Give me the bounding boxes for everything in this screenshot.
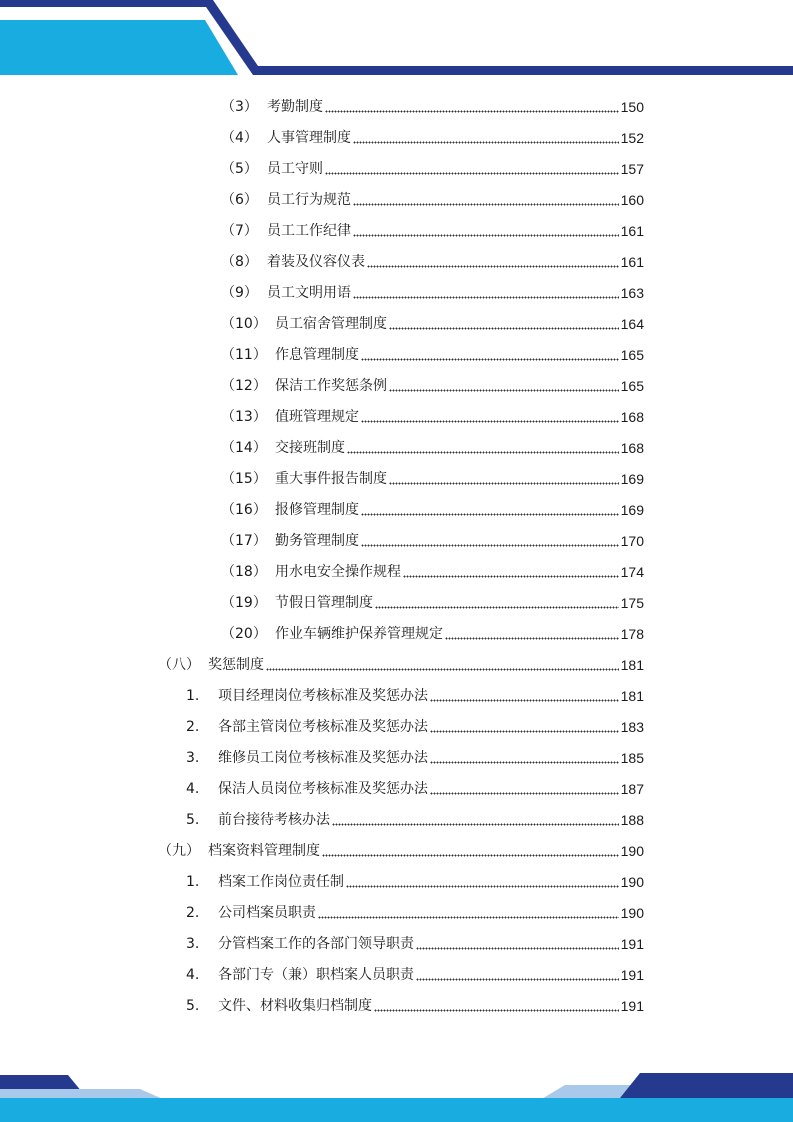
toc-entry[interactable] <box>221 312 644 336</box>
toc-entry-number: 4. <box>186 781 200 797</box>
toc-dot-leader <box>353 281 619 305</box>
toc-entry[interactable] <box>221 498 644 522</box>
toc-entry[interactable] <box>221 374 644 398</box>
toc-entry-page: 188 <box>620 812 644 828</box>
toc-dot-leader <box>266 653 619 677</box>
toc-entry-number: （3） <box>221 99 258 115</box>
toc-entry-page: 191 <box>620 998 644 1014</box>
toc-entry[interactable] <box>221 467 644 491</box>
toc-dot-leader <box>416 963 619 987</box>
toc-dot-leader <box>318 901 619 925</box>
toc-entry-page: 161 <box>620 254 644 270</box>
toc-entry-number: （8） <box>221 254 258 270</box>
toc-entry-number: （20） <box>221 626 267 642</box>
toc-dot-leader <box>403 560 619 584</box>
toc-entry-title: 前台接待考核办法 <box>218 812 330 828</box>
toc-dot-leader <box>347 436 619 460</box>
toc-entry-page: 150 <box>620 99 644 115</box>
toc-entry-number: （13） <box>221 409 267 425</box>
toc-entry-number: （18） <box>221 564 267 580</box>
toc-dot-leader <box>389 374 619 398</box>
toc-entry-page: 181 <box>620 688 644 704</box>
toc-entry-page: 163 <box>620 285 644 301</box>
toc-entry-page: 183 <box>620 719 644 735</box>
toc-entry-page: 190 <box>620 874 644 890</box>
toc-dot-leader <box>353 188 619 212</box>
toc-entry-title: 重大事件报告制度 <box>275 471 387 487</box>
toc-dot-leader <box>361 343 619 367</box>
toc-entry[interactable] <box>186 932 644 956</box>
toc-entry-title: 各部主管岗位考核标准及奖惩办法 <box>218 719 428 735</box>
toc-entry-number: （19） <box>221 595 267 611</box>
toc-entry-page: 190 <box>620 843 644 859</box>
toc-entry-number: （12） <box>221 378 267 394</box>
toc-dot-leader <box>389 312 619 336</box>
toc-dot-leader <box>430 777 619 801</box>
toc-dot-leader <box>430 684 619 708</box>
toc-dot-leader <box>375 591 619 615</box>
toc-entry[interactable] <box>221 343 644 367</box>
toc-dot-leader <box>322 839 619 863</box>
toc-entry[interactable] <box>221 405 644 429</box>
toc-entry-page: 175 <box>620 595 644 611</box>
toc-entry-title: 员工宿舍管理制度 <box>275 316 387 332</box>
toc-entry[interactable] <box>186 901 644 925</box>
toc-entry-title: 保洁工作奖惩条例 <box>275 378 387 394</box>
toc-entry-number: （7） <box>221 223 258 239</box>
toc-entry-title: 档案资料管理制度 <box>208 843 320 859</box>
toc-dot-leader <box>325 95 619 119</box>
toc-section-entry[interactable] <box>158 839 644 863</box>
toc-entry-number: （八） <box>158 657 200 673</box>
toc-entry-title: 作息管理制度 <box>275 347 359 363</box>
toc-dot-leader <box>353 126 619 150</box>
toc-entry-title: 交接班制度 <box>275 440 345 456</box>
toc-entry-page: 160 <box>620 192 644 208</box>
toc-entry-title: 着装及仪容仪表 <box>267 254 365 270</box>
toc-dot-leader <box>430 715 619 739</box>
toc-entry-title: 员工行为规范 <box>267 192 351 208</box>
toc-entry-number: （9） <box>221 285 258 301</box>
toc-entry[interactable] <box>221 157 644 181</box>
toc-entry-page: 191 <box>620 967 644 983</box>
toc-entry-number: （17） <box>221 533 267 549</box>
toc-entry[interactable] <box>186 684 644 708</box>
toc-entry-number: 5. <box>186 812 200 828</box>
toc-entry-number: 3. <box>186 936 200 952</box>
toc-entry-title: 报修管理制度 <box>275 502 359 518</box>
toc-entry[interactable] <box>221 281 644 305</box>
toc-dot-leader <box>374 994 619 1018</box>
toc-entry-number: （11） <box>221 347 267 363</box>
toc-entry[interactable] <box>221 95 644 119</box>
toc-entry-page: 181 <box>620 657 644 673</box>
toc-entry-number: （15） <box>221 471 267 487</box>
toc-dot-leader <box>361 529 619 553</box>
toc-entry-page: 152 <box>620 130 644 146</box>
toc-entry-page: 168 <box>620 440 644 456</box>
toc-entry[interactable] <box>186 808 644 832</box>
toc-entry-page: 164 <box>620 316 644 332</box>
toc-entry-page: 169 <box>620 502 644 518</box>
toc-entry-page: 191 <box>620 936 644 952</box>
toc-entry-number: （10） <box>221 316 267 332</box>
toc-entry[interactable] <box>221 436 644 460</box>
toc-entry-number: 2. <box>186 905 200 921</box>
toc-entry[interactable] <box>186 963 644 987</box>
toc-entry[interactable] <box>221 126 644 150</box>
toc-entry-title: 考勤制度 <box>267 99 323 115</box>
toc-entry-number: （16） <box>221 502 267 518</box>
toc-entry-title: 奖惩制度 <box>208 657 264 673</box>
toc-dot-leader <box>332 808 619 832</box>
toc-entry-title: 维修员工岗位考核标准及奖惩办法 <box>218 750 428 766</box>
toc-dot-leader <box>416 932 619 956</box>
toc-entry-page: 168 <box>620 409 644 425</box>
toc-dot-leader <box>353 219 619 243</box>
toc-entry-page: 174 <box>620 564 644 580</box>
toc-entry-number: 3. <box>186 750 200 766</box>
toc-entry-number: （6） <box>221 192 258 208</box>
toc-entry[interactable] <box>221 622 644 646</box>
toc-entry-title: 项目经理岗位考核标准及奖惩办法 <box>218 688 428 704</box>
toc-entry-number: 5. <box>186 998 200 1014</box>
toc-entry-number: 2. <box>186 719 200 735</box>
toc-entry-title: 用水电安全操作规程 <box>275 564 401 580</box>
toc-entry-page: 170 <box>620 533 644 549</box>
toc-entry[interactable] <box>221 560 644 584</box>
toc-entry-page: 178 <box>620 626 644 642</box>
toc-entry-title: 保洁人员岗位考核标准及奖惩办法 <box>218 781 428 797</box>
toc-dot-leader <box>325 157 619 181</box>
toc-entry-title: 值班管理规定 <box>275 409 359 425</box>
toc-entry-page: 169 <box>620 471 644 487</box>
toc-section-entry[interactable] <box>158 653 644 677</box>
toc-entry-number: （九） <box>158 843 200 859</box>
toc-entry-title: 分管档案工作的各部门领导职责 <box>218 936 414 952</box>
toc-dot-leader <box>361 498 619 522</box>
toc-entry[interactable] <box>221 219 644 243</box>
toc-entry-page: 185 <box>620 750 644 766</box>
toc-entry-number: （5） <box>221 161 258 177</box>
toc-entry-number: 4. <box>186 967 200 983</box>
toc-entry[interactable] <box>186 715 644 739</box>
toc-entry-title: 员工工作纪律 <box>267 223 351 239</box>
toc-entry[interactable] <box>186 870 644 894</box>
toc-dot-leader <box>430 746 619 770</box>
toc-entry[interactable] <box>186 777 644 801</box>
toc-entry-page: 161 <box>620 223 644 239</box>
toc-entry-number: 1. <box>186 688 200 704</box>
toc-dot-leader <box>346 870 619 894</box>
toc-entry-title: 档案工作岗位责任制 <box>218 874 344 890</box>
toc-entry-number: （4） <box>221 130 258 146</box>
toc-entry-title: 员工文明用语 <box>267 285 351 301</box>
toc-entry-page: 165 <box>620 378 644 394</box>
toc-entry-title: 各部门专（兼）职档案人员职责 <box>218 967 414 983</box>
toc-entry-title: 文件、材料收集归档制度 <box>218 998 372 1014</box>
toc-entry-page: 165 <box>620 347 644 363</box>
toc-entry[interactable] <box>221 188 644 212</box>
toc-entry-title: 勤务管理制度 <box>275 533 359 549</box>
toc-dot-leader <box>445 622 619 646</box>
toc-entry[interactable] <box>221 250 644 274</box>
toc-entry[interactable] <box>186 994 644 1018</box>
toc-entry-title: 人事管理制度 <box>267 130 351 146</box>
toc-entry[interactable] <box>186 746 644 770</box>
toc-entry-page: 157 <box>620 161 644 177</box>
toc-entry-title: 节假日管理制度 <box>275 595 373 611</box>
toc-entry[interactable] <box>221 529 644 553</box>
toc-dot-leader <box>389 467 619 491</box>
toc-entry-page: 187 <box>620 781 644 797</box>
toc-entry-title: 作业车辆维护保养管理规定 <box>275 626 443 642</box>
toc-entry-title: 公司档案员职责 <box>218 905 316 921</box>
toc-entry-page: 190 <box>620 905 644 921</box>
toc-entry-number: （14） <box>221 440 267 456</box>
toc-dot-leader <box>367 250 619 274</box>
toc-entry-title: 员工守则 <box>267 161 323 177</box>
toc-dot-leader <box>361 405 619 429</box>
toc-entry-number: 1. <box>186 874 200 890</box>
toc-entry[interactable] <box>221 591 644 615</box>
